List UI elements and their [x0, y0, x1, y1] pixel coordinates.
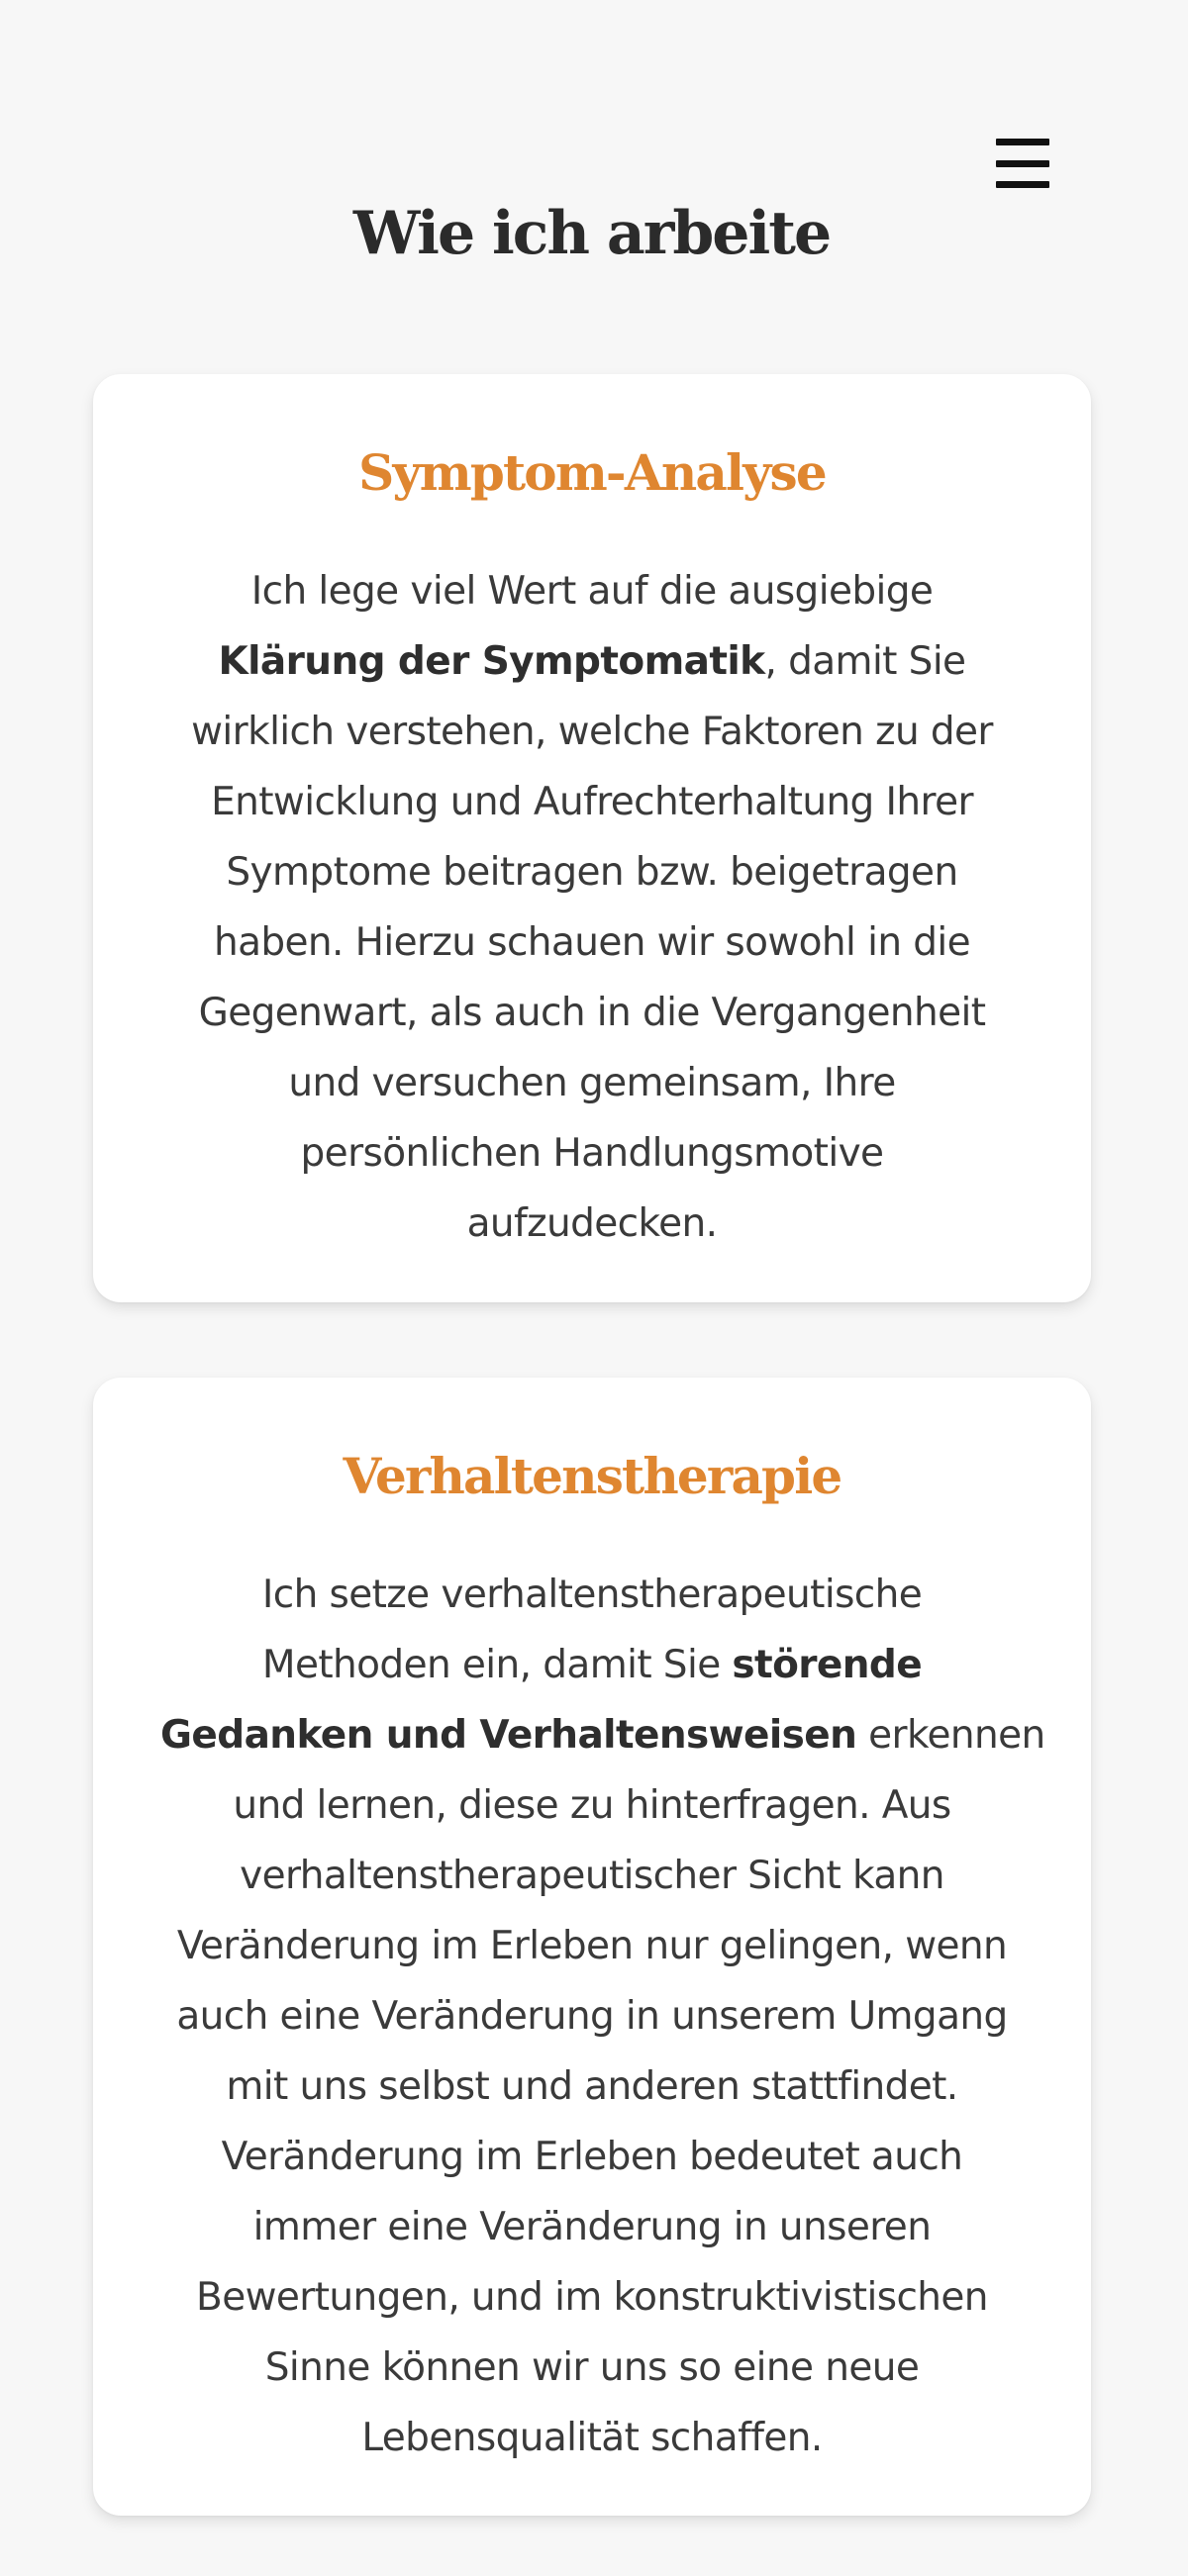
text-line: Bewertungen, und im konstruktivistischen	[196, 2275, 988, 2320]
text-line: und versuchen gemeinsam, Ihre	[288, 1061, 896, 1105]
text-line: Gegenwart, als auch in die Vergangenheit	[198, 991, 986, 1035]
text-line: auch eine Veränderung in unserem Umgang	[176, 1994, 1008, 2039]
card-description	[160, 556, 1024, 1259]
text-line: Sinne können wir uns so eine neue	[264, 2345, 920, 2390]
hamburger-menu-icon-bar	[996, 160, 1049, 167]
text-line: Entwicklung und Aufrechterhaltung Ihrer	[211, 780, 973, 824]
text-line: aufzudecken.	[466, 1201, 718, 1246]
card-symptom-analyse	[93, 374, 1091, 1302]
text-line: und lernen, diese zu hinterfragen. Aus	[233, 1783, 951, 1828]
hamburger-menu-icon	[996, 139, 1049, 145]
text-line: haben. Hierzu schauen wir sowohl in die	[213, 920, 971, 965]
text-line: Veränderung im Erleben bedeutet auch	[221, 2135, 963, 2179]
text-line: Klärung der Symptomatik, damit Sie	[218, 639, 966, 684]
text-line: Ich lege viel Wert auf die ausgiebige	[250, 569, 934, 614]
text-line: Veränderung im Erleben nur gelingen, wenn	[176, 1924, 1008, 1968]
emphasis-text: Gedanken und Verhaltensweisen	[160, 1713, 857, 1758]
text-line: verhaltenstherapeutischer Sicht kann	[240, 1854, 944, 1898]
text-line: Gedanken und Verhaltensweisen erkennen	[160, 1713, 1045, 1758]
text-line: Methoden ein, damit Sie störende	[261, 1643, 923, 1687]
text-line: Symptome beitragen bzw. beigetragen	[226, 850, 958, 895]
card-description	[160, 1560, 1045, 2473]
text-line: immer eine Veränderung in unseren	[252, 2205, 932, 2249]
menu-button[interactable]	[990, 135, 1055, 190]
text-line: Ich setze verhaltenstherapeutische	[261, 1573, 923, 1617]
text-line: wirklich verstehen, welche Faktoren zu der	[191, 710, 993, 754]
hamburger-menu-icon-bar	[996, 181, 1049, 188]
text-line: Lebensqualität schaffen.	[361, 2416, 823, 2460]
text-line: mit uns selbst und anderen stattfindet.	[226, 2064, 958, 2109]
card-title: Symptom-Analyse	[358, 443, 826, 502]
card-title: Verhaltenstherapie	[343, 1447, 842, 1505]
card-verhaltenstherapie	[93, 1378, 1091, 2516]
text-line: persönlichen Handlungsmotive	[300, 1131, 884, 1176]
page-title: Wie ich arbeite	[352, 199, 831, 268]
emphasis-text: Klärung der Symptomatik	[218, 639, 765, 684]
emphasis-text: störende	[732, 1643, 923, 1687]
